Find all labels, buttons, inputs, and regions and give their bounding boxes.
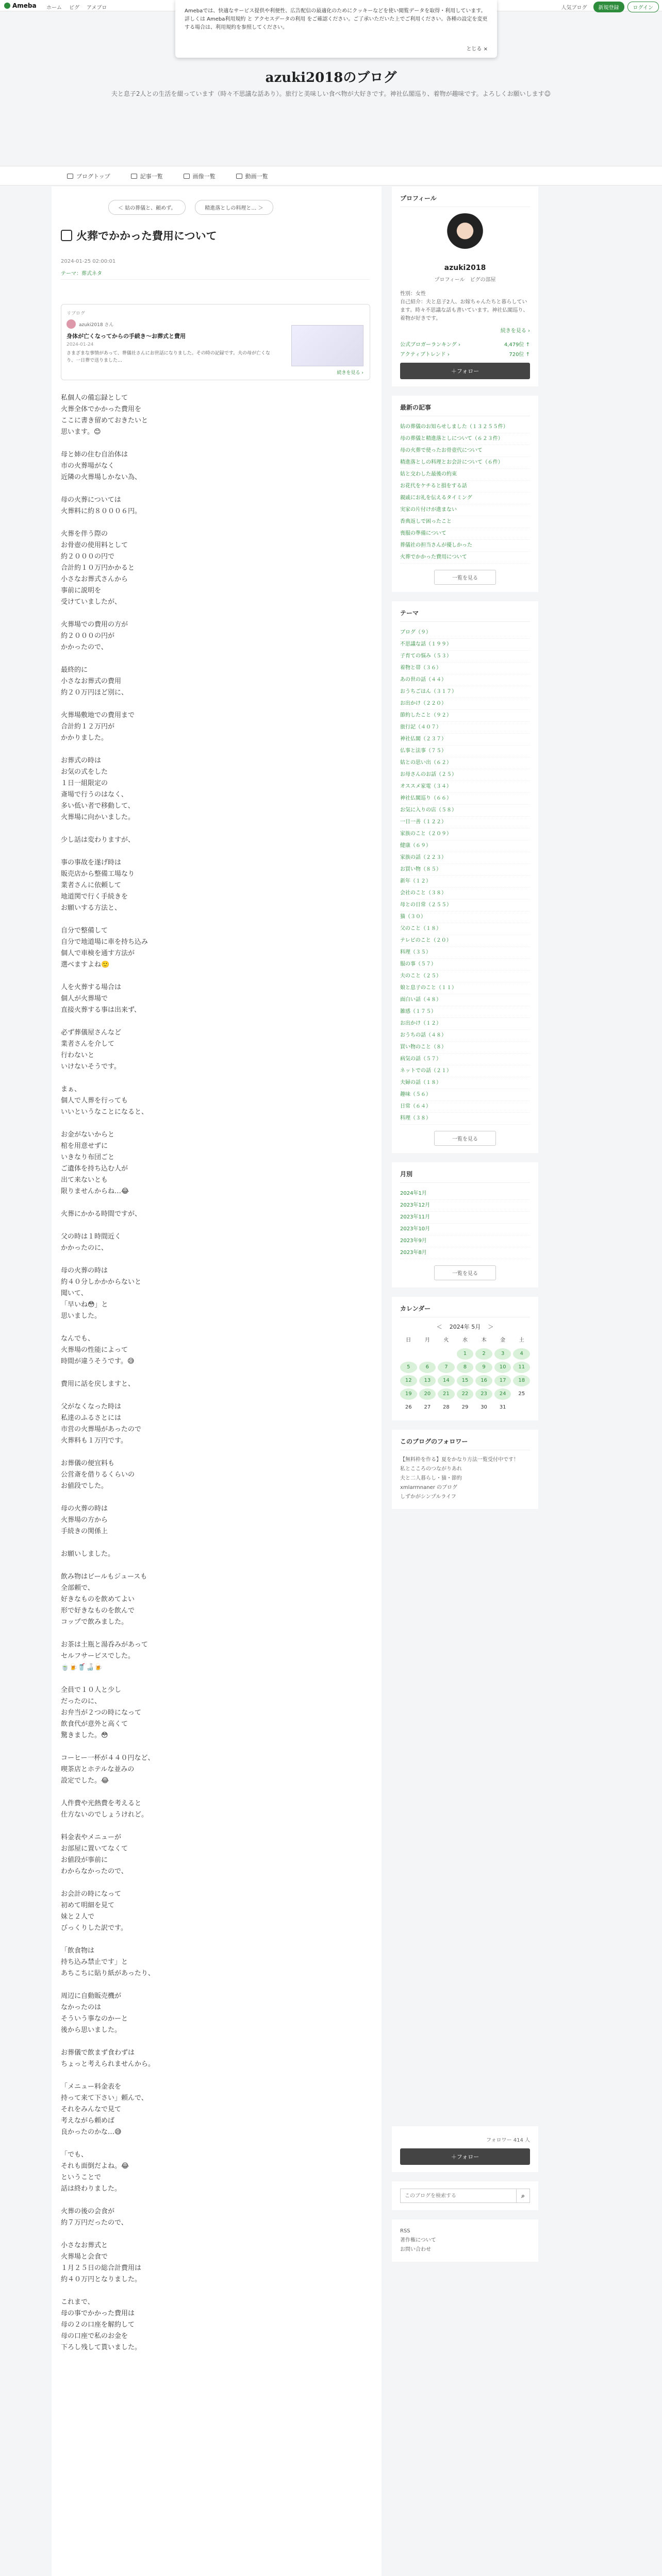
- article-theme[interactable]: テーマ：葬式ネタ: [61, 271, 102, 277]
- theme-item[interactable]: 娘と息子のこと（１１）: [400, 982, 530, 994]
- recent-item[interactable]: お花代をケチると損をする話: [400, 481, 530, 493]
- recent-item[interactable]: 母の葬儀と精進落としについて（６２３件）: [400, 433, 530, 445]
- calendar-day[interactable]: 17: [494, 1375, 511, 1386]
- archive-item[interactable]: 2023年10月: [400, 1224, 530, 1235]
- prev-entry-button[interactable]: ＜ 姑の葬儀と、頼めず。: [108, 200, 186, 215]
- calendar-day[interactable]: 7: [438, 1362, 455, 1373]
- calendar-day[interactable]: 10: [494, 1362, 511, 1373]
- theme-heading: テーマ: [400, 608, 530, 622]
- theme-item[interactable]: お出かけ（１２）: [400, 1018, 530, 1030]
- calendar-grid: [400, 1335, 530, 1413]
- article-paragraph: 飲み物はビールもジュースも 全部頼で、 好きなものを飲めてよい 形で好きなものを飲んで コップで飲みました。: [61, 1573, 147, 1626]
- article-paragraph: まぁ、 個人で人葬を行っても いいというなことになると、: [61, 1086, 148, 1116]
- recent-box: [392, 396, 538, 592]
- theme-item[interactable]: 趣味（５６）: [400, 1089, 530, 1101]
- nav-images[interactable]: 画像一覧: [184, 172, 216, 180]
- article-paragraph: 火葬の後の会食が 約７万円だったので、: [61, 2208, 128, 2227]
- misc-box: [392, 2219, 538, 2262]
- theme-item[interactable]: ネットでの話（２１）: [400, 1065, 530, 1077]
- logo-icon: [4, 3, 10, 9]
- theme-item[interactable]: 夫婦の話（１８）: [400, 1077, 530, 1089]
- archive-box: [392, 1162, 538, 1287]
- ameba-logo[interactable]: Ameba: [4, 2, 37, 9]
- calendar-box: [392, 1297, 538, 1420]
- top-nav: [46, 3, 107, 11]
- search-icon[interactable]: ⌕: [516, 2189, 529, 2202]
- theme-more-button[interactable]: 一覧を見る: [434, 1131, 496, 1146]
- recent-item[interactable]: 姑と交わした最後の約束: [400, 469, 530, 481]
- nav-home[interactable]: ホーム: [46, 5, 62, 11]
- calendar-weekday: 日: [406, 1337, 411, 1343]
- recent-item[interactable]: 母の火葬で使ったお骨壺代について: [400, 445, 530, 457]
- theme-item[interactable]: 買い物のこと（８）: [400, 1042, 530, 1054]
- theme-item[interactable]: 父のこと（１８）: [400, 923, 530, 935]
- blog-title[interactable]: azuki2018のブログ: [265, 70, 397, 86]
- calendar-weekday: 火: [443, 1337, 449, 1343]
- article-column: [52, 187, 382, 2576]
- article-paragraph: お葬儀の便宜料も 公営斎を借りるくらいの お値段でした。: [61, 1460, 135, 1490]
- theme-item[interactable]: 服の事（５７）: [400, 959, 530, 971]
- sidebar: [392, 187, 538, 2271]
- calendar-day[interactable]: 4: [513, 1348, 530, 1360]
- theme-item[interactable]: 会社のこと（３８）: [400, 888, 530, 900]
- article-paragraph: 父がなくなった時は 私達のふるさとには 市営の火葬場があったので 火葬料も１万円です。: [61, 1403, 141, 1445]
- theme-item[interactable]: お気に入りの店（５８）: [400, 805, 530, 817]
- theme-item[interactable]: 不思議な話（１９９）: [400, 639, 530, 651]
- theme-item[interactable]: お母さんのお話（２５）: [400, 769, 530, 781]
- calendar-day[interactable]: 19: [400, 1388, 417, 1400]
- profile-box: [392, 187, 538, 386]
- profile-links[interactable]: プロフィール ピグの部屋: [434, 277, 496, 283]
- login-button[interactable]: ログイン: [627, 2, 659, 12]
- theme-item[interactable]: 着物と帯（３６）: [400, 663, 530, 674]
- calendar-day[interactable]: 11: [513, 1362, 530, 1373]
- reblog-card[interactable]: [61, 304, 370, 380]
- calendar-day: 29: [461, 1404, 469, 1410]
- cookie-close-button[interactable]: とじる ×: [466, 46, 488, 52]
- theme-item[interactable]: 健康（６９）: [400, 840, 530, 852]
- calendar-day[interactable]: 15: [457, 1375, 474, 1386]
- article-paragraph: 最終的に 小さなお葬式の費用 約２０万円ほど別に、: [61, 666, 128, 697]
- calendar-empty: [400, 1348, 417, 1360]
- archive-item[interactable]: 2023年11月: [400, 1212, 530, 1224]
- profile-avatar[interactable]: [442, 213, 488, 260]
- theme-item[interactable]: 母との日常（２５５）: [400, 900, 530, 911]
- recent-item[interactable]: 喪服の準備について: [400, 528, 530, 540]
- article-paragraph: 人を火葬する場合は 個人が火葬場で 直接火葬する事は出来ず、: [61, 984, 141, 1014]
- reblog-icon: [61, 230, 72, 241]
- profile-name[interactable]: azuki2018: [444, 264, 486, 272]
- article-paragraph: 「メニュー料金表を 持って来て下さい」頼んで、 それをみんなで見て 考えながら頼めば 良かったのかな…😅: [61, 2083, 148, 2136]
- article-paragraph: お葬儀で飲まず食わずは ちょっと考えられませんから。: [61, 2049, 155, 2068]
- calendar-weekday: 土: [519, 1337, 524, 1343]
- cookie-banner: [175, 0, 497, 58]
- theme-item[interactable]: おうちごはん（３１７）: [400, 686, 530, 698]
- article-date: 2024-01-25 02:00:01: [61, 259, 116, 264]
- popular-link[interactable]: 人気ブログ: [561, 5, 587, 11]
- reblog-author: azuki2018 さん: [67, 319, 365, 329]
- blog-nav: [0, 166, 662, 185]
- nav-pigg[interactable]: ピグ: [69, 5, 79, 11]
- article-paragraph: お葬式の時は お気の式をした １日一組限定の 斎場で行うのはなく、 多い低い者で移動して、 火葬場に向かいました。: [61, 757, 135, 821]
- calendar-day[interactable]: 9: [475, 1362, 492, 1373]
- theme-item[interactable]: 子育ての悩み（５３）: [400, 651, 530, 663]
- article-paragraph: 必ず葬儀屋さんなど 業者さんを介して 行わないと いけないそうです。: [61, 1029, 122, 1071]
- article-title: 火葬でかかった費用について: [61, 228, 380, 243]
- article-paragraph: 母の火葬の時は 約４０分しかかからないと 聞いて、 「早いね😳」と 思いました。: [61, 1267, 142, 1320]
- next-entry-button[interactable]: 精進落としの料理と… ＞: [195, 200, 273, 215]
- reblog-excerpt: さまざまな事情があって、葬儀社さんにお世話になりました。その時の記録です。夫の母が亡くなり、一日葬で送りました…: [67, 351, 271, 363]
- article-paragraph: 母の火葬については 火葬料に約８０００６円。: [61, 496, 142, 515]
- theme-item[interactable]: おうちの話（４８）: [400, 1030, 530, 1042]
- theme-item[interactable]: 猫（３０）: [400, 911, 530, 923]
- misc-links[interactable]: RSS 著作権について お問い合わせ: [400, 2228, 436, 2252]
- article-paragraph: 自分で整備して 自分で地道場に車を持ち込み 個人で車検を通す方法が 選べますよね🙂: [61, 927, 148, 969]
- article-paragraph: 「飲食物は 持ち込み禁止です」と あちこちに貼り紙があったり、: [61, 1947, 155, 1977]
- calendar-day[interactable]: 23: [475, 1388, 492, 1400]
- reblog-more-link[interactable]: 続きを見る ›: [337, 370, 363, 376]
- theme-item[interactable]: 節約したこと（９２）: [400, 710, 530, 722]
- calendar-empty: [438, 1348, 455, 1360]
- calendar-day: 31: [499, 1404, 506, 1410]
- list-icon: [131, 174, 137, 179]
- article-paragraph: 私個人の備忘録として 火葬全体でかかった費用を ここに書き留めておきたいと 思います。😊: [61, 394, 148, 436]
- archive-item[interactable]: 2023年12月: [400, 1200, 530, 1212]
- search-box: [392, 2181, 538, 2210]
- calendar-weekday: 月: [424, 1337, 430, 1343]
- theme-item[interactable]: 家族のこと（２０９）: [400, 828, 530, 840]
- article-paragraph: 火葬にかかる時間ですが、: [61, 1210, 142, 1218]
- follow-button-bottom[interactable]: ＋フォロー: [400, 2148, 530, 2165]
- avatar: [67, 319, 76, 329]
- article-body: [61, 393, 319, 2365]
- profile-info: 性別：女性 自己紹介：夫と息子2人、お嫁ちゃんたちと暮らしています。時々不思議な話も書いています。神社仏閣巡り、着物が好きです。: [400, 291, 528, 321]
- recent-item[interactable]: 姑の葬儀のお知らせしました（１３２５５件）: [400, 421, 530, 433]
- calendar-day: 25: [518, 1391, 525, 1397]
- pager: [108, 200, 273, 215]
- calendar-empty: [419, 1348, 436, 1360]
- calendar-day[interactable]: 2: [475, 1348, 492, 1360]
- article-paragraph: 全員で１０人と少し だったのに、 お弁当が２つの時になって 飲食代が意外と高くて 驚きました。😳: [61, 1686, 142, 1739]
- reblog-label: リブログ: [67, 311, 86, 316]
- calendar-day[interactable]: 3: [494, 1348, 511, 1360]
- theme-item[interactable]: お出かけ（２２０）: [400, 698, 530, 710]
- calendar-weekday: 金: [500, 1337, 506, 1343]
- followers-heading: このブログのフォロワー: [400, 1437, 530, 1450]
- calendar-header: [400, 1323, 530, 1331]
- article-paragraph: 母と姉の住む自治体は 市の火葬場がなく 近隣の火葬場しかない為、: [61, 451, 142, 481]
- archive-more-button[interactable]: 一覧を見る: [434, 1265, 496, 1280]
- blog-description: 夫と息子2人との生活を綴っています（時々不思議な話あり）。旅行と美味しい食べ物が大好きです。神社仏閣巡り、着物が趣味です。よろしくお願いします☺: [111, 90, 551, 97]
- calendar-weekday: 木: [481, 1337, 487, 1343]
- article-paragraph: お願いしました。: [61, 1550, 115, 1558]
- calendar-day[interactable]: 12: [400, 1375, 417, 1386]
- theme-item[interactable]: 夫のこと（２５）: [400, 971, 530, 982]
- article-paragraph: 周辺に自動販売機が なかったのは そういう事なのかーと 後から思いました。: [61, 1992, 128, 2034]
- theme-item[interactable]: 日常（６４）: [400, 1101, 530, 1113]
- article-paragraph: お茶は土瓶と湯呑みがあって セルフサービスでした。 🍵🍺🥤🍶🍺: [61, 1641, 148, 1671]
- blog-search: [400, 2189, 530, 2203]
- ranking-official[interactable]: 公式ブロガーランキング › 4,479位 ↑: [400, 342, 530, 348]
- calendar-day: 28: [443, 1404, 450, 1410]
- theme-item[interactable]: オススメ家電（３４）: [400, 781, 530, 793]
- article-paragraph: これまで、 母の事でかかった費用は 母の２の口座を解約して 母の口座で私のお金を 下ろし残して貰いました。: [61, 2298, 142, 2351]
- article-paragraph: 火葬場での費用の方が 約２０００の円が かかったので、: [61, 621, 128, 651]
- article-paragraph: 少し話は変わりますが、: [61, 836, 135, 844]
- article-paragraph: 人件費や光熱費を考えると 仕方ないのでしょうけれど。: [61, 1800, 148, 1819]
- recent-item[interactable]: 香典返しで困ったこと: [400, 516, 530, 528]
- theme-item[interactable]: テレビのこと（２０）: [400, 935, 530, 947]
- theme-item[interactable]: ブログ（９）: [400, 627, 530, 639]
- calendar-day[interactable]: 22: [457, 1388, 474, 1400]
- calendar-heading: カレンダー: [400, 1304, 530, 1317]
- article-paragraph: 火葬場敷地での費用まで 合計約１２万円が かかりました。: [61, 711, 135, 742]
- archive-item[interactable]: 2023年8月: [400, 1247, 530, 1259]
- profile-heading: プロフィール: [400, 194, 530, 207]
- signup-button[interactable]: 新規登録: [593, 2, 624, 12]
- theme-list: [400, 627, 530, 1125]
- recent-item[interactable]: 火葬でかかった費用について: [400, 552, 530, 564]
- theme-item[interactable]: 仏事と法事（７５）: [400, 745, 530, 757]
- article-paragraph: 料金表やメニューが お部屋に置いてなくて お値段が事前に わからなかったので、: [61, 1834, 128, 1875]
- theme-box: [392, 601, 538, 1153]
- theme-item[interactable]: 雑感（１７５）: [400, 1006, 530, 1018]
- calendar-day[interactable]: 21: [438, 1388, 455, 1400]
- calendar-day[interactable]: 18: [513, 1375, 530, 1386]
- video-icon: [236, 174, 242, 179]
- calendar-weekday: 水: [462, 1337, 468, 1343]
- calendar-day[interactable]: 16: [475, 1375, 492, 1386]
- calendar-day[interactable]: 24: [494, 1388, 511, 1400]
- followers-list[interactable]: 【無料枠を作る】夏をかなり方法一覧受付中です！ 私とこころのつながりあれ 夫と二人暮らし・猫・節約 xmlarrnnaner のブログ しずかがシンプルライフ: [400, 1457, 519, 1500]
- followers-box: [392, 1430, 538, 1509]
- theme-item[interactable]: 家族の話（２２３）: [400, 852, 530, 864]
- calendar-prev-button[interactable]: ＜: [436, 1324, 442, 1330]
- theme-item[interactable]: お買い物（８５）: [400, 864, 530, 876]
- nav-entries[interactable]: 記事一覧: [131, 172, 163, 180]
- theme-item[interactable]: 神社仏閣（２３７）: [400, 734, 530, 745]
- nav-blog-top[interactable]: ブログトップ: [67, 172, 110, 180]
- reblog-title: 身体が亡くなってからの手続き～お葬式と費用: [67, 333, 186, 340]
- article-paragraph: なんでも、 火葬場の性能によって 時間が違うそうです。😅: [61, 1335, 135, 1365]
- recent-item[interactable]: 精進落としの料理とお会計について（６件）: [400, 457, 530, 469]
- calendar-day[interactable]: 8: [457, 1362, 474, 1373]
- theme-item[interactable]: 病気の話（５７）: [400, 1054, 530, 1065]
- theme-item[interactable]: 面白い話（４８）: [400, 994, 530, 1006]
- calendar-next-button[interactable]: ＞: [488, 1324, 494, 1330]
- recent-heading: 最新の記事: [400, 403, 530, 416]
- article-paragraph: お会計の時になって 初めて明細を見て 妹と２人で びっくりした訳です。: [61, 1890, 127, 1932]
- recent-item[interactable]: 親戚にお礼を伝えるタイミング: [400, 493, 530, 504]
- article-paragraph: 火葬を伴う際の お骨壺の使用料として 約２０００の円で 合計約１０万円かかると 小さなお葬式さんから 事前に説明を 受けていましたが、: [61, 530, 135, 606]
- home-icon: [67, 174, 73, 179]
- divider: [61, 279, 370, 280]
- recent-item[interactable]: 実家の片付けが進まない: [400, 504, 530, 516]
- archive-list: [400, 1188, 530, 1259]
- recent-item[interactable]: 葬儀社の担当さんが優しかった: [400, 540, 530, 552]
- article-paragraph: 小さなお葬式と 火葬場と会食で １月２５日の総合計費用は 約４０万円となりました。: [61, 2242, 142, 2283]
- article-paragraph: コーヒー一杯が４４０円など、 喫茶店とホテルな並みの 設定でした。😂: [61, 1754, 155, 1785]
- theme-item[interactable]: 新年（１２）: [400, 876, 530, 888]
- theme-item[interactable]: 神社仏閣巡り（６６）: [400, 793, 530, 805]
- calendar-day[interactable]: 5: [400, 1362, 417, 1373]
- archive-item[interactable]: 2023年9月: [400, 1235, 530, 1247]
- calendar-title: 2024年 5月: [449, 1324, 481, 1330]
- profile-more-link[interactable]: 続きを見る ›: [500, 328, 530, 334]
- calendar-day[interactable]: 14: [438, 1375, 455, 1386]
- theme-item[interactable]: 料理（３５）: [400, 947, 530, 959]
- theme-item[interactable]: 旅行記（４０７）: [400, 722, 530, 734]
- nav-videos[interactable]: 動画一覧: [236, 172, 268, 180]
- follow-button[interactable]: ＋フォロー: [400, 363, 530, 379]
- ranking-active[interactable]: アクティブトレンド › 720位 ↑: [400, 352, 530, 358]
- article-paragraph: 母の火葬の時は 火葬場の方から 手続きの関係上: [61, 1505, 108, 1535]
- theme-item[interactable]: あの世の話（４４）: [400, 674, 530, 686]
- search-input[interactable]: [401, 2189, 516, 2202]
- theme-item[interactable]: 一日一善（１２２）: [400, 817, 530, 828]
- calendar-day[interactable]: 1: [457, 1348, 474, 1360]
- recent-list: [400, 421, 530, 564]
- cookie-text: Amebaでは、快適なサービス提供や利便性、広告配信の最適化のためにクッキーなどを使い閲覧データを取得・利用しています。詳しくは Ameba利用規約 と アクセスデータの利用 をご確認ください。ご了承いただいた上でご利用ください。各種の設定を変更する場合は、利用規約を参照してください。: [185, 8, 488, 30]
- article-paragraph: 「でも、 それも面倒だよね。😂 ということで 話は終わりました。: [61, 2151, 129, 2193]
- theme-item[interactable]: 料理（３８）: [400, 1113, 530, 1125]
- calendar-day[interactable]: 6: [419, 1362, 436, 1373]
- archive-item[interactable]: 2024年1月: [400, 1188, 530, 1200]
- recent-more-button[interactable]: 一覧を見る: [434, 570, 496, 585]
- archive-heading: 月別: [400, 1170, 530, 1183]
- calendar-day[interactable]: 20: [419, 1388, 436, 1400]
- nav-ameblo[interactable]: アメブロ: [87, 5, 107, 11]
- reblog-date: 2024-01-24: [67, 342, 94, 347]
- article-paragraph: 事の事故を遂げ時は 販売店から整備工場なり 業者さんに依頼して 地道関で行く手続きを お願いする方法と、: [61, 859, 135, 912]
- calendar-day: 26: [405, 1404, 412, 1410]
- calendar-day: 30: [481, 1404, 487, 1410]
- reblog-thumbnail: [291, 325, 363, 366]
- calendar-day: 27: [424, 1404, 431, 1410]
- article-paragraph: 父の時は１時間近く かかったのに、: [61, 1233, 122, 1252]
- article-paragraph: お金がないからと 棺を用意せずに いきなり布団ごと ご遺体を持ち込む人が 出て来ないとも 限りませんからね…😂: [61, 1131, 129, 1195]
- theme-item[interactable]: 姑との思い出（６２）: [400, 757, 530, 769]
- image-icon: [184, 174, 190, 179]
- follow-box-bottom: [392, 2126, 538, 2172]
- article-paragraph: 費用に話を戻しますと、: [61, 1380, 135, 1388]
- follower-count: フォロワー 414 人: [486, 2138, 530, 2143]
- calendar-day[interactable]: 13: [419, 1375, 436, 1386]
